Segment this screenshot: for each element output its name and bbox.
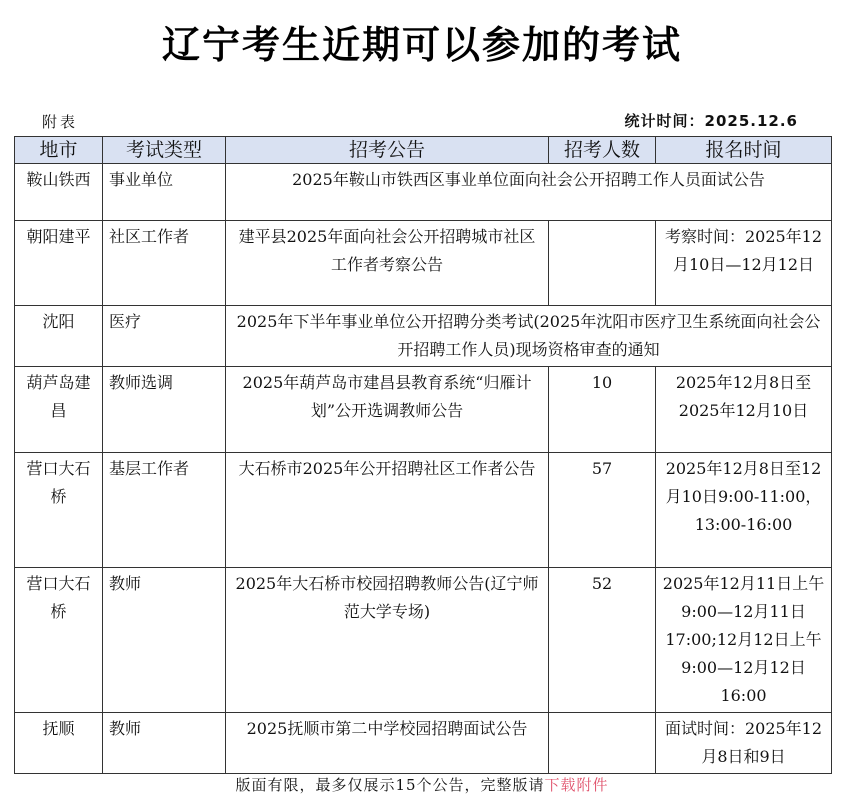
header-count: 招考人数 <box>549 137 656 164</box>
cell-time: 考察时间：2025年12月10日—12月12日 <box>656 221 832 306</box>
cell-type: 社区工作者 <box>103 221 226 306</box>
cell-type: 医疗 <box>103 306 226 367</box>
cell-notice: 建平县2025年面向社会公开招聘城市社区工作者考察公告 <box>226 221 549 306</box>
cell-city: 沈阳 <box>15 306 103 367</box>
cell-time: 2025年12月8日至2025年12月10日 <box>656 367 832 453</box>
cell-type: 教师 <box>103 568 226 713</box>
header-type: 考试类型 <box>103 137 226 164</box>
cell-notice: 2025年葫芦岛市建昌县教育系统“归雁计划”公开选调教师公告 <box>226 367 549 453</box>
header-time: 报名时间 <box>656 137 832 164</box>
cell-notice: 2025抚顺市第二中学校园招聘面试公告 <box>226 713 549 774</box>
footer-note <box>0 774 844 795</box>
cell-notice: 2025年大石桥市校园招聘教师公告(辽宁师范大学专场) <box>226 568 549 713</box>
cell-city: 营口大石桥 <box>15 568 103 713</box>
cell-type: 教师 <box>103 713 226 774</box>
cell-notice: 2025年鞍山市铁西区事业单位面向社会公开招聘工作人员面试公告 <box>226 164 832 221</box>
stat-time: 统计时间：2025.12.6 <box>624 112 798 130</box>
cell-count: 52 <box>549 568 656 713</box>
cell-count <box>549 713 656 774</box>
table-row <box>15 453 832 568</box>
cell-notice: 2025年下半年事业单位公开招聘分类考试(2025年沈阳市医疗卫生系统面向社会公开招聘工作人员)现场资格审查的通知 <box>226 306 832 367</box>
exam-table <box>14 136 832 774</box>
header-notice: 招考公告 <box>226 137 549 164</box>
cell-type: 基层工作者 <box>103 453 226 568</box>
cell-city: 抚顺 <box>15 713 103 774</box>
cell-city: 营口大石桥 <box>15 453 103 568</box>
cell-count <box>549 221 656 306</box>
cell-type: 事业单位 <box>103 164 226 221</box>
cell-city: 鞍山铁西 <box>15 164 103 221</box>
table-row <box>15 221 832 306</box>
page-title: 辽宁考生近期可以参加的考试 <box>161 23 682 67</box>
cell-count: 57 <box>549 453 656 568</box>
table-row <box>15 164 832 221</box>
table-row <box>15 306 832 367</box>
cell-count: 10 <box>549 367 656 453</box>
cell-time: 面试时间：2025年12月8日和9日 <box>656 713 832 774</box>
table-row <box>15 367 832 453</box>
appendix-label: 附表 <box>42 113 79 131</box>
header-city: 地市 <box>15 137 103 164</box>
table-row <box>15 568 832 713</box>
download-attachment-link[interactable]: 下载附件 <box>544 776 609 794</box>
table-row <box>15 713 832 774</box>
footer-text: 版面有限，最多仅展示15个公告，完整版请 <box>235 776 545 794</box>
cell-city: 朝阳建平 <box>15 221 103 306</box>
cell-city: 葫芦岛建昌 <box>15 367 103 453</box>
table-header-row <box>15 137 832 164</box>
cell-time: 2025年12月8日至12月10日9:00-11:00，13:00-16:00 <box>656 453 832 568</box>
cell-type: 教师选调 <box>103 367 226 453</box>
cell-notice: 大石桥市2025年公开招聘社区工作者公告 <box>226 453 549 568</box>
cell-time: 2025年12月11日上午9:00—12月11日17:00;12月12日上午9:00—12月12日16:00 <box>656 568 832 713</box>
